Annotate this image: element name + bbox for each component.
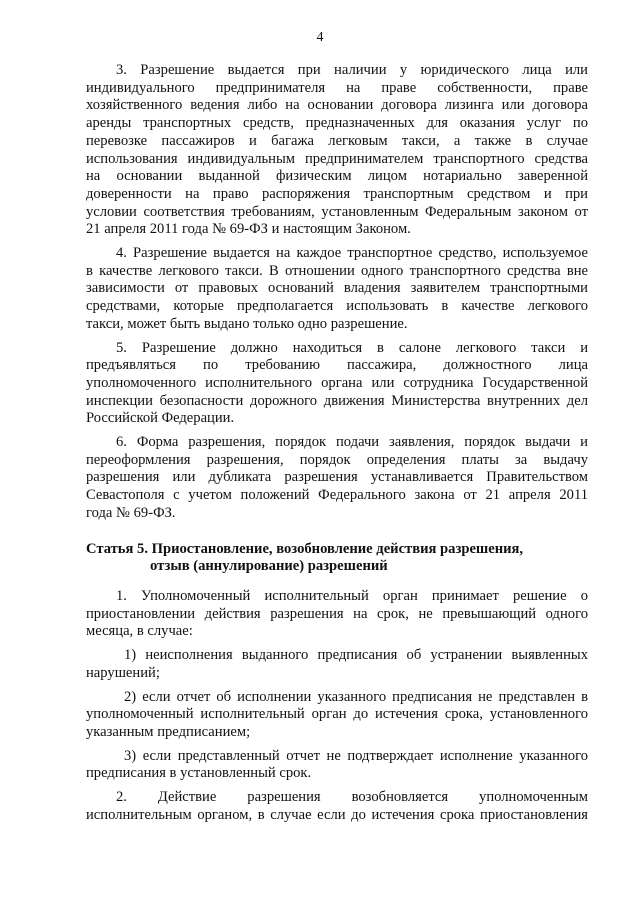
text-line: месяца, в случае: bbox=[86, 623, 193, 640]
article-heading bbox=[86, 541, 588, 576]
article-5-paragraph-1 bbox=[86, 588, 588, 641]
text-line: 4. Разрешение выдается на каждое транспортное средство, используемое bbox=[116, 245, 588, 262]
text-line: года № 69-ФЗ. bbox=[86, 504, 176, 521]
text-line: хозяйственного ведения либо на основании договора лизинга или договора bbox=[86, 97, 588, 114]
text-line: инспекции безопасности дорожного движения Министерства внутренних дел bbox=[86, 392, 588, 409]
heading-line: Статья 5. Приостановление, возобновление действия разрешения, bbox=[86, 540, 524, 557]
text-line: предписания в установленный срок. bbox=[86, 765, 312, 782]
text-line: зависимости от правовых оснований владения заявителем транспортными bbox=[86, 280, 588, 297]
text-line: такси, может быть выдано только одно разрешение. bbox=[86, 315, 408, 332]
text-line: использования индивидуальным предпринимателем транспортного средства bbox=[86, 150, 588, 167]
text-line: 2. Действие разрешения возобновляется уполномоченным bbox=[116, 789, 588, 806]
text-line: уполномоченный исполнительный орган до истечения срока, установленного bbox=[86, 706, 588, 723]
text-line: разрешения или дубликата разрешения устанавливается Правительством bbox=[86, 469, 588, 486]
list-item bbox=[86, 647, 588, 682]
text-line: предъявляться по требованию пассажира, должностного лица bbox=[86, 357, 588, 374]
text-line: указанным предписанием; bbox=[86, 723, 251, 740]
text-line: в качестве легкового такси. В отношении одного транспортного средства вне bbox=[86, 262, 588, 279]
text-line: исполнительным органом, в случае если до истечения срока приостановления bbox=[86, 806, 588, 823]
list-item bbox=[86, 748, 588, 783]
text-line: 2) если отчет об исполнении указанного предписания не представлен в bbox=[124, 688, 588, 705]
text-line: на основании выданной физическим лицом нотариально заверенной bbox=[86, 168, 588, 185]
paragraph-5 bbox=[86, 340, 588, 429]
text-line: доверенности на право распоряжения транспортным средством и при bbox=[86, 185, 588, 202]
text-line: 3. Разрешение выдается при наличии у юридического лица или bbox=[116, 62, 588, 78]
text-line: 1) неисполнения выданного предписания об устранении выявленных bbox=[124, 647, 588, 664]
text-line: перевозке пассажиров и багажа легковым такси, а также в случае bbox=[86, 132, 588, 149]
text-line: Российской Федерации. bbox=[86, 410, 235, 427]
text-line: средствами, которые предполагается использовать в качестве легкового bbox=[86, 298, 588, 315]
text-line: приостановлении действия разрешения на срок, не превышающий одного bbox=[86, 605, 588, 622]
text-line: нарушений; bbox=[86, 664, 160, 681]
heading-line: отзыв (аннулирование) разрешений bbox=[150, 558, 388, 575]
paragraph-6 bbox=[86, 434, 588, 523]
text-line: условии соответствия требованиям, установленным Федеральным законом от bbox=[86, 203, 588, 220]
text-line: переоформления разрешения, порядок определения платы за выдачу bbox=[86, 451, 588, 468]
text-line: уполномоченного исполнительного органа или сотрудника Государственной bbox=[86, 374, 588, 391]
text-line: индивидуального предпринимателя на праве собственности, праве bbox=[86, 79, 588, 96]
list-item bbox=[86, 689, 588, 742]
text-line: 1. Уполномоченный исполнительный орган принимает решение о bbox=[116, 587, 588, 604]
paragraph-4 bbox=[86, 245, 588, 334]
text-line: 3) если представленный отчет не подтверждает исполнение указанного bbox=[124, 747, 588, 764]
text-line: 6. Форма разрешения, порядок подачи заявления, порядок выдачи и bbox=[116, 434, 588, 451]
text-line: 5. Разрешение должно находиться в салоне легкового такси и bbox=[116, 339, 588, 356]
paragraph-3 bbox=[86, 62, 588, 239]
text-line: Севастополя с учетом положений Федерального закона от 21 апреля 2011 bbox=[86, 487, 588, 504]
article-5-paragraph-2 bbox=[86, 789, 588, 824]
text-line: аренды транспортных средств, предназначенных для оказания услуг по bbox=[86, 115, 588, 132]
document-body bbox=[86, 62, 588, 830]
page-number: 4 bbox=[316, 30, 324, 45]
text-line: 21 апреля 2011 года № 69-ФЗ и настоящим Законом. bbox=[86, 221, 411, 238]
